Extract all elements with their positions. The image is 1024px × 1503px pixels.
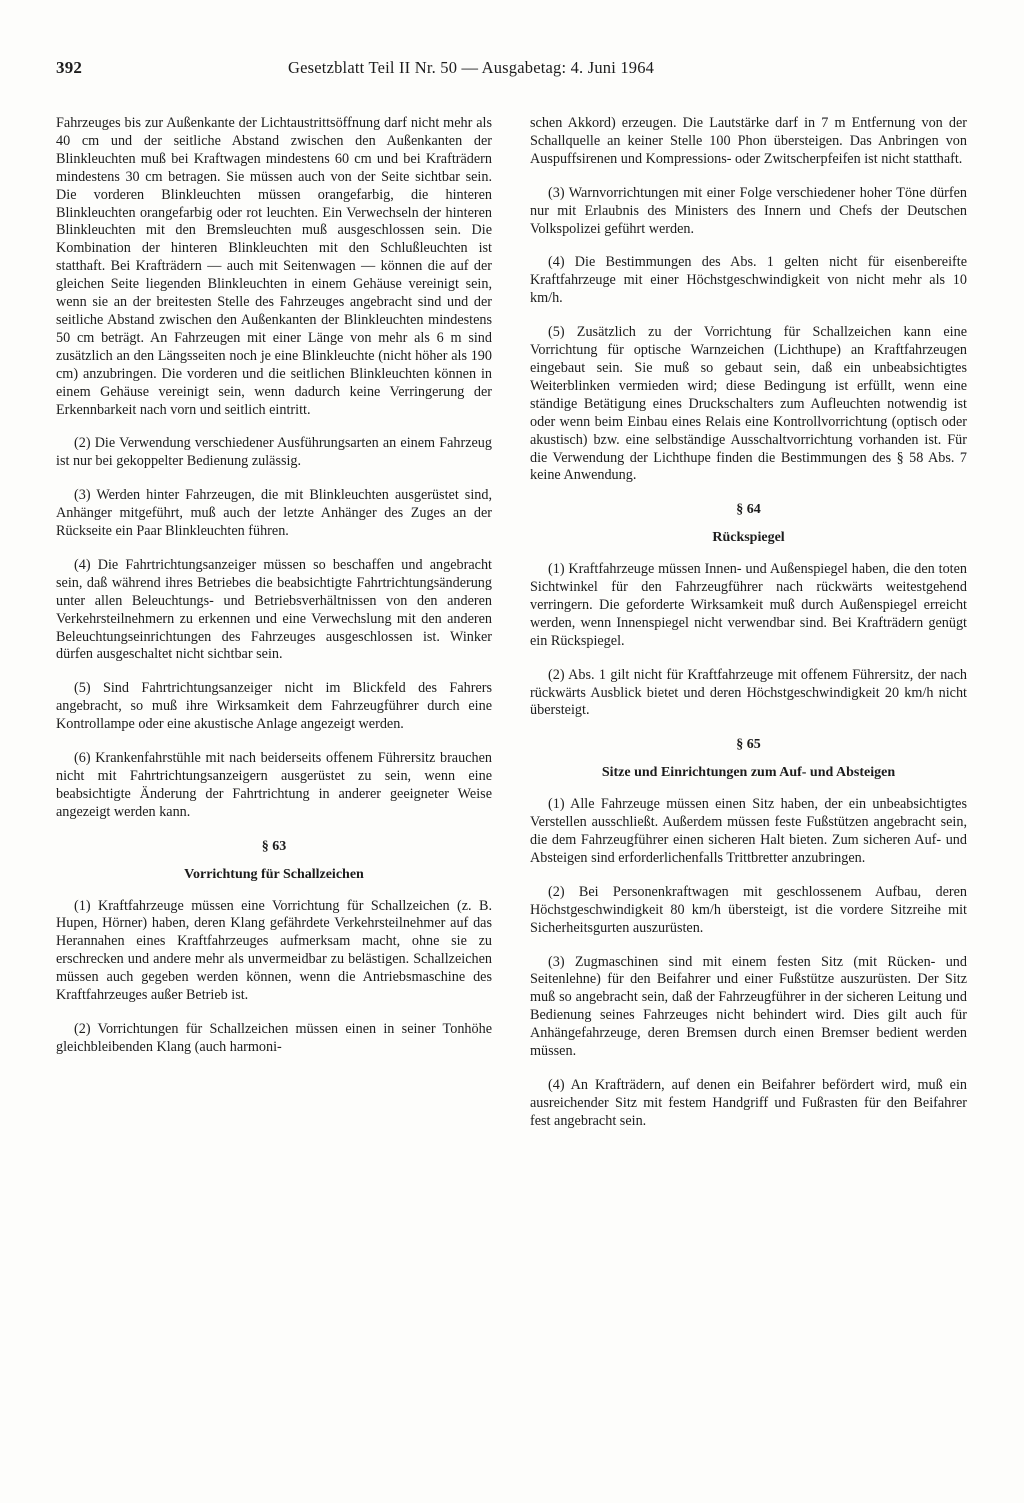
section-title: Vorrichtung für Schallzeichen bbox=[184, 866, 364, 882]
page-number: 392 bbox=[56, 58, 83, 77]
paragraph: (4) Die Fahrtrichtungsanzeiger müssen so beschaffen und angebracht sein, daß während ihres Betriebes die beabsichtigte Fahrtrichtungsänderung unter allen Beleuchtungs- und Betriebsverhältnissen von den anderen Verkehrsteilnehmern zu erkennen und eine Verwechslung mit den anderen Beleuchtungseinrichtungen des Fahrzeuges ausgeschlossen ist. Winker dürfen ausgeschaltet nicht sichtbar sein. bbox=[56, 556, 492, 663]
paragraph: (4) An Krafträdern, auf denen ein Beifahrer befördert wird, muß ein ausreichender Sitz mit festem Handgriff und Fußrasten für den Beifahrer fest angebracht sein. bbox=[530, 1076, 967, 1129]
page-header bbox=[56, 58, 968, 82]
paragraph: Fahrzeuges bis zur Außenkante der Lichtaustrittsöffnung darf nicht mehr als 40 cm und der seitliche Abstand zwischen den Außenkanten der Blinkleuchten muß bei Kraftwagen mindestens 60 cm und bei Krafträdern mindestens 30 cm betragen. Sie müssen auch von der Seite sichtbar sein. Die vorderen Blinkleuchten müssen orangefarbig, die hinteren Blinkleuchten orangefarbig oder rot leuchten. Ein Verwechseln der hinteren Blinkleuchten mit den Bremsleuchten muß ausgeschlossen sein. Die Kombination der hinteren Blinkleuchten mit den Schlußleuchten ist statthaft. Bei Krafträdern — auch mit Seitenwagen — können die auf der gleichen Seite liegenden Blinkleuchten in einem Gehäuse vereinigt sein, wenn sie an der breitesten Stelle des Fahrzeuges angebracht sind und der seitliche Abstand zwischen den Außenkanten der Blinkleuchten mindestens 50 cm beträgt. An Fahrzeugen mit einer Länge von mehr als 6 m sind zusätzlich an den Längsseiten noch je eine Blinkleuchte (nicht höher als 190 cm) anzubringen. Die vorderen und die seitlichen Blinkleuchten können in einem Gehäuse vereinigt sein, wenn dadurch keine Verringerung der Erkennbarkeit nach vorn und seitlich eintritt. bbox=[56, 115, 492, 418]
paragraph: (5) Zusätzlich zu der Vorrichtung für Schallzeichen kann eine Vorrichtung für optische Warnzeichen (Lichthupe) an Kraftfahrzeugen eingebaut sein. Sie muß so gebaut sein, daß ein unbeabsichtigtes Weiterblinken vermieden wird; diese Bedingung ist erfüllt, wenn eine ständige Betätigung eines Druckschalters zum Aufleuchten notwendig ist oder wenn beim Einbau eines Relais eine Kontrollvorrichtung (optisch oder akustisch) bzw. eine selbständige Ausschaltvorrichtung vorhanden ist. Für die Verwendung der Lichthupe finden die Bestimmungen des § 58 Abs. 7 keine Anwendung. bbox=[530, 324, 967, 484]
paragraph: (6) Krankenfahrstühle mit nach beiderseits offenem Führersitz brauchen nicht mit Fahrtrichtungsanzeigern ausgerüstet zu sein, wenn eine beabsichtigte Änderung der Fahrtrichtung in anderer geeigneter Weise angezeigt werden kann. bbox=[56, 750, 492, 820]
paragraph: (1) Alle Fahrzeuge müssen einen Sitz haben, der ein unbeabsichtigtes Verstellen ausschließt. Außerdem müssen feste Fußstützen angebracht sein, die dem Fahrzeugführer einen sicheren Halt bieten. Zum sicheren Auf- und Absteigen sind erforderlichenfalls Trittbretter anzubringen. bbox=[530, 796, 967, 866]
paragraph: (2) Vorrichtungen für Schallzeichen müssen einen in seiner Tonhöhe gleichbleibenden Klang (auch harmoni- bbox=[56, 1020, 492, 1055]
left-column bbox=[56, 115, 492, 1073]
paragraph: (2) Bei Personenkraftwagen mit geschlossenem Aufbau, deren Höchstgeschwindigkeit 80 km/h übersteigt, ist die vordere Sitzreihe mit Sicherheitsgurten auszurüsten. bbox=[530, 883, 967, 936]
paragraph: (1) Kraftfahrzeuge müssen Innen- und Außenspiegel haben, die den toten Sichtwinkel für den Fahrzeugführer nach rückwärts weitestgehend verringern. Die geforderte Wirksamkeit muß durch Außenspiegel erreicht werden, wenn Innenspiegel nicht verwendbar sind. Bei Krafträdern genügt ein Rückspiegel. bbox=[530, 561, 967, 649]
paragraph: (1) Kraftfahrzeuge müssen eine Vorrichtung für Schallzeichen (z. B. Hupen, Hörner) haben, deren Klang gefährdete Verkehrsteilnehmer auf das Herannahen eines Kraftfahrzeuges aufmerksam macht, ohne sie zu erschrecken und andere mehr als unvermeidbar zu belästigen. Schallzeichen müssen auch gegeben werden können, wenn die Antriebsmaschine des Kraftfahrzeuges außer Betrieb ist. bbox=[56, 897, 492, 1004]
section-number: § 63 bbox=[261, 838, 287, 854]
paragraph: (5) Sind Fahrtrichtungsanzeiger nicht im Blickfeld des Fahrers angebracht, so muß ihre Wirksamkeit dem Fahrzeugführer durch eine Kontrollampe oder eine akustische Anlage angezeigt werden. bbox=[56, 680, 492, 733]
right-column bbox=[530, 115, 967, 1147]
paragraph: (3) Zugmaschinen sind mit einem festen Sitz (mit Rücken- und Seitenlehne) für den Beifahrer und einer Fußstütze auszurüsten. Der Sitz muß so angebracht sein, daß der Fahrzeugführer in der sicheren Leitung und Bedienung seines Fahrzeuges nicht behindert wird. Dies gilt auch für Anhängefahrzeuge, deren Bremsen durch einen Bremser bedient werden müssen. bbox=[530, 953, 967, 1060]
paragraph: (3) Warnvorrichtungen mit einer Folge verschiedener hoher Töne dürfen nur mit Erlaubnis des Ministers des Innern und Chefs der Deutschen Volkspolizei geführt werden. bbox=[530, 184, 967, 237]
section-title: Rückspiegel bbox=[712, 530, 785, 546]
paragraph: (2) Die Verwendung verschiedener Ausführungsarten an einem Fahrzeug ist nur bei gekoppelter Bedienung zulässig. bbox=[56, 435, 492, 470]
paragraph: (2) Abs. 1 gilt nicht für Kraftfahrzeuge mit offenem Führersitz, der nach rückwärts Ausblick bietet und deren Höchstgeschwindigkeit 20 km/h nicht übersteigt. bbox=[530, 666, 967, 719]
section-title: Sitze und Einrichtungen zum Auf- und Absteigen bbox=[601, 765, 896, 781]
running-title: Gesetzblatt Teil II Nr. 50 — Ausgabetag: 4. Juni 1964 bbox=[288, 58, 655, 77]
section-number: § 65 bbox=[736, 737, 761, 753]
paragraph: (3) Werden hinter Fahrzeugen, die mit Blinkleuchten ausgerüstet sind, Anhänger mitgeführt, muß auch der letzte Anhänger des Zuges an der Rückseite ein Paar Blinkleuchten führen. bbox=[56, 487, 492, 540]
section-number: § 64 bbox=[736, 502, 761, 518]
paragraph: (4) Die Bestimmungen des Abs. 1 gelten nicht für eisenbereifte Kraftfahrzeuge mit einer Höchstgeschwindigkeit von nicht mehr als 10 km/h. bbox=[530, 254, 967, 307]
paragraph: schen Akkord) erzeugen. Die Lautstärke darf in 7 m Entfernung von der Schallquelle an keiner Stelle 100 Phon übersteigen. Das Anbringen von Auspuffsirenen und Kompressions- oder Zwitscherpfeifen ist nicht statthaft. bbox=[530, 115, 967, 167]
